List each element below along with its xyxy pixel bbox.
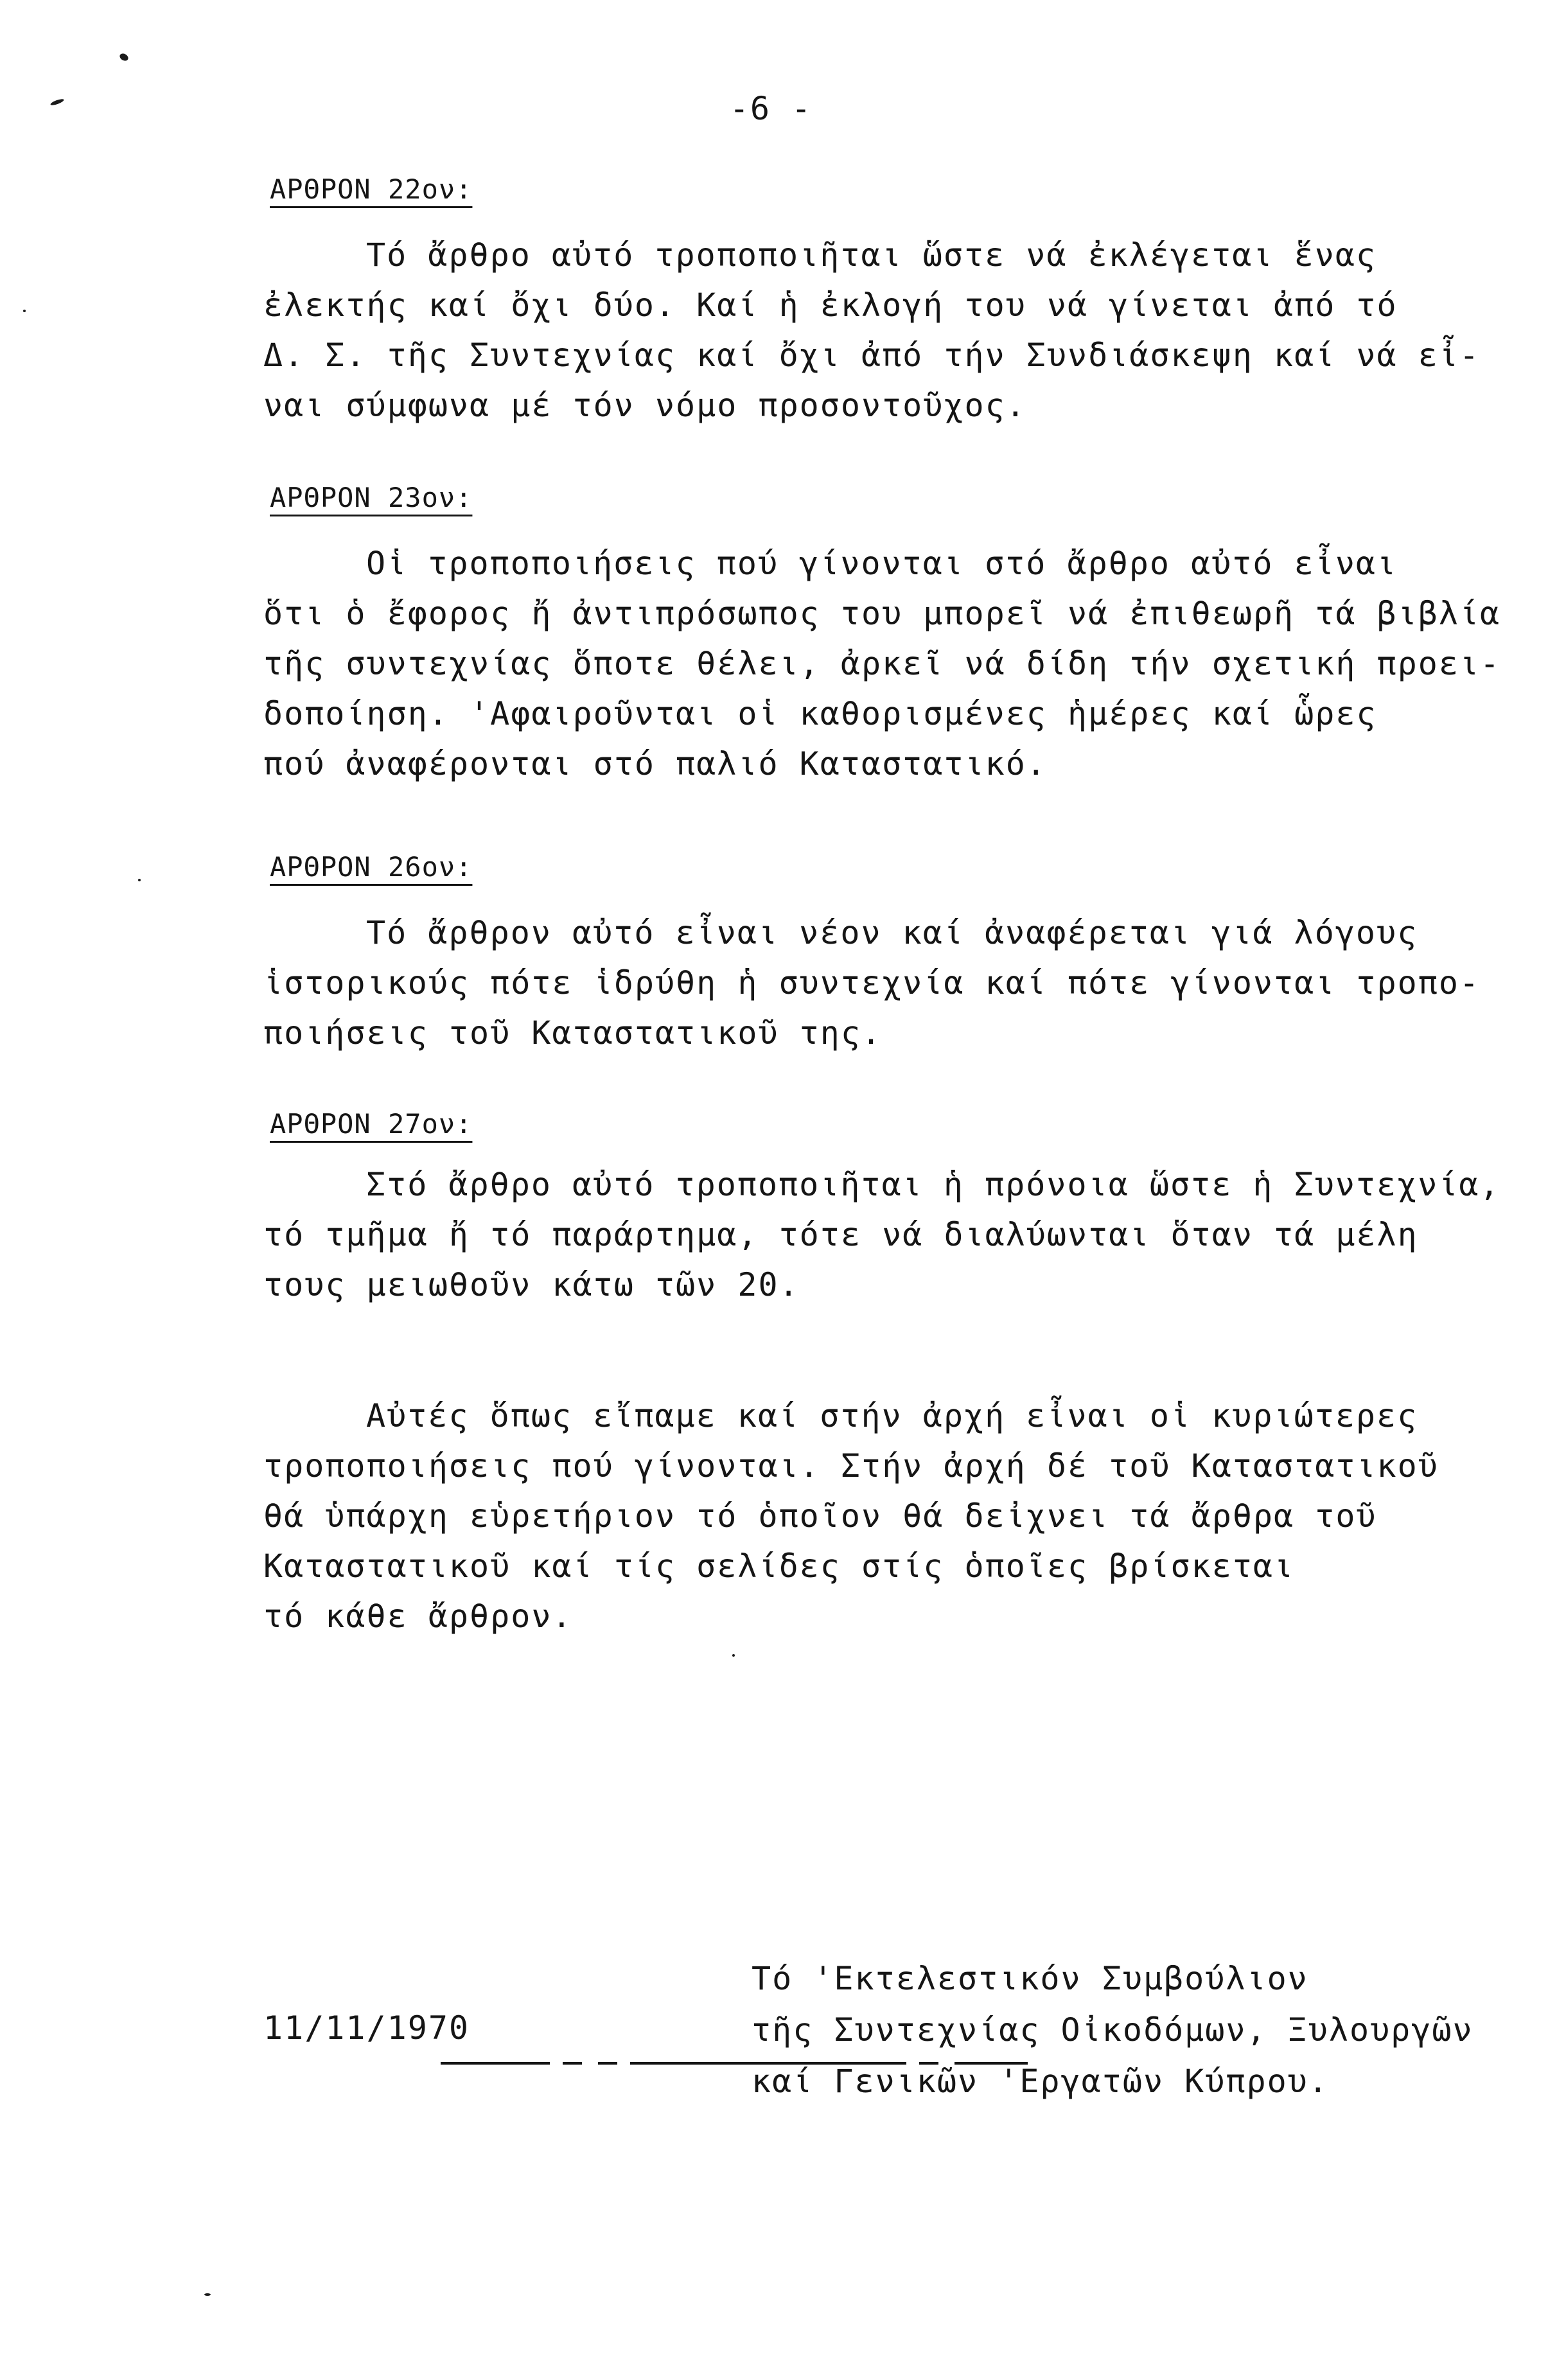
article-22-line-2: ἐλεκτής καί ὄχι δύο. Καί ἡ ἐκλογή του νά γίνεται ἀπό τό: [263, 286, 1398, 324]
article-27-heading: ΑΡΘΡΟΝ 27ον:: [270, 1108, 473, 1140]
scan-mark: [204, 2293, 211, 2296]
closing-line-3: θά ὑπάρχη εὑρετήριον τό ὁποῖον θά δεἰχνει τά ἄρθρα τοῦ: [263, 1497, 1377, 1535]
article-26-line-2: ἱστορικούς πότε ἱδρύθη ἡ συντεχνία καί πότε γίνονται τροπο-: [263, 964, 1481, 1001]
article-23-line-1: Οἱ τροποποιήσεις πού γίνονται στό ἄρθρο αὐτό εἶναι: [366, 545, 1398, 582]
scan-mark: [118, 52, 129, 62]
closing-line-4: Καταστατικοῦ καί τίς σελίδες στίς ὁποῖες βρίσκεται: [263, 1547, 1295, 1585]
scan-mark: [138, 879, 141, 881]
signature-block: [752, 1953, 1473, 2107]
article-26-line-1: Τό ἄρθρον αὐτό εἶναι νέον καί ἀναφέρεται γιά λόγους: [366, 914, 1418, 951]
separator-dash: [441, 2062, 550, 2065]
article-23-line-4: δοποίηση. 'Αφαιροῦνται οἱ καθορισμένες ἡμέρες καί ὧρες: [263, 695, 1377, 732]
signature-line-2: τῆς Συντεχνίας Οἰκοδόμων, Ξυλουργῶν: [752, 2011, 1473, 2049]
article-22-line-1: Τό ἄρθρο αὐτό τροποποιῆται ὥστε νά ἐκλέγεται ἕνας: [366, 236, 1377, 274]
scan-mark: [23, 310, 26, 312]
article-23-heading: ΑΡΘΡΟΝ 23ον:: [270, 482, 473, 513]
signature-line-1: Τό 'Εκτελεστικόν Συμβούλιον: [752, 1960, 1308, 1997]
article-27-line-1: Στό ἄρθρο αὐτό τροποποιῆται ἡ πρόνοια ὥστε ἡ Συντεχνία,: [366, 1166, 1500, 1203]
article-22-body: [263, 230, 1497, 430]
article-27-body: [263, 1159, 1500, 1310]
article-23-body: [263, 538, 1501, 789]
scan-mark: [50, 98, 65, 106]
signature-line-3: καί Γενικῶν 'Εργατῶν Κύπρου.: [752, 2063, 1329, 2100]
article-22-line-4: ναι σύμφωνα μέ τόν νόμο προσοντοῦχος.: [263, 387, 1026, 424]
article-26-heading: ΑΡΘΡΟΝ 26ον:: [270, 851, 473, 883]
document-date: 11/11/1970: [263, 2009, 470, 2047]
separator-dash: [563, 2062, 582, 2065]
closing-paragraph: [263, 1391, 1497, 1641]
closing-line-2: τροποποιήσεις πού γίνονται. Στήν ἀρχή δέ τοῦ Καταστατικοῦ: [263, 1447, 1439, 1485]
page-number: -6 -: [729, 90, 813, 127]
separator-dash: [598, 2062, 617, 2065]
article-22-heading: ΑΡΘΡΟΝ 22ον:: [270, 173, 473, 205]
article-27-line-2: τό τμῆμα ἤ τό παράρτημα, τότε νά διαλύωνται ὅταν τά μέλη: [263, 1216, 1418, 1253]
article-22-line-3: Δ. Σ. τῆς Συντεχνίας καί ὄχι ἀπό τήν Συνδιάσκεψη καί νά εἶ-: [263, 337, 1481, 374]
article-23-line-3: τῆς συντεχνίας ὅποτε θέλει, ἀρκεῖ νά δίδη τήν σχετική προει-: [263, 645, 1501, 682]
article-23-line-5: πού ἀναφέρονται στό παλιό Καταστατικό.: [263, 745, 1047, 782]
closing-line-5: τό κάθε ἄρθρον.: [263, 1598, 573, 1635]
scan-mark: [732, 1654, 735, 1657]
article-26-body: [263, 908, 1497, 1058]
article-23-line-2: ὅτι ὁ ἔφορος ἤ ἀντιπρόσωπος του μπορεῖ νά ἐπιθεωρῆ τά βιβλία: [263, 595, 1501, 632]
article-27-line-3: τους μειωθοῦν κάτω τῶν 20.: [263, 1266, 800, 1303]
closing-line-1: Αὐτές ὅπως εἴπαμε καί στήν ἀρχή εἶναι οἱ κυριώτερες: [366, 1397, 1418, 1434]
article-26-line-3: ποιήσεις τοῦ Καταστατικοῦ της.: [263, 1014, 883, 1052]
